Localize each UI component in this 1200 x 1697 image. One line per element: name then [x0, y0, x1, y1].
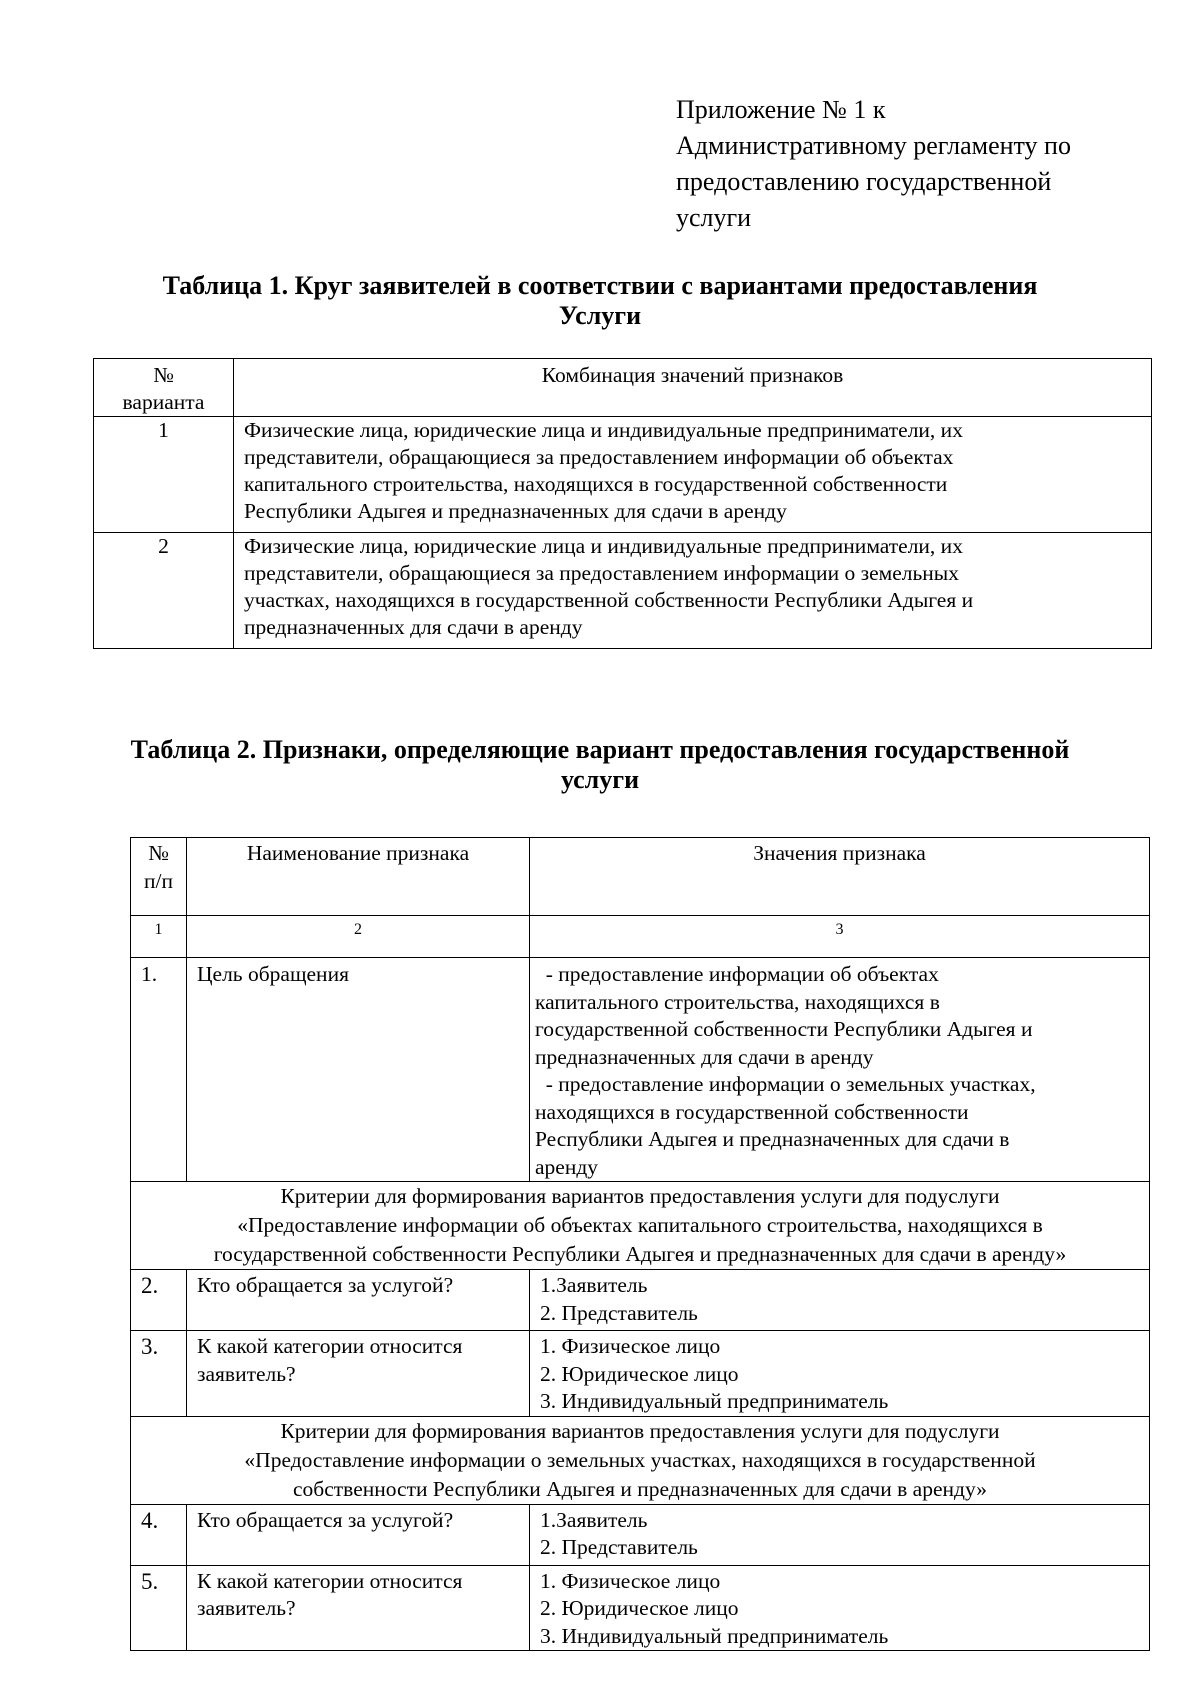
cell-line: государственной собственности Республики Адыгея и: [535, 1017, 1033, 1041]
table-header-row: [94, 359, 1152, 417]
applicants-table: [93, 358, 1152, 649]
option-text: 3. Индивидуальный предприниматель: [540, 1389, 889, 1413]
combination-cell: [234, 533, 1152, 649]
cell-line: капитального строительства, находящихся в государственной собственности: [244, 472, 948, 496]
table1-title-line2: Услуги: [558, 301, 642, 330]
header-text: №: [148, 841, 169, 865]
cell-line: Критерии для формирования вариантов предоставления услуги для подуслуги: [280, 1418, 1000, 1443]
row-number-header: [131, 838, 187, 916]
attribute-values: [530, 1504, 1150, 1565]
cell-line: государственной собственности Республики Адыгея и предназначенных для сдачи в аренду»: [213, 1242, 1067, 1266]
cell-line: предназначенных для сдачи в аренду: [535, 1044, 874, 1069]
cell-line: находящихся в государственной собственности: [535, 1099, 969, 1124]
attribute-values-header: Значения признака: [530, 838, 1150, 916]
cell-line: Республики Адыгея и предназначенных для сдачи в аренду: [244, 499, 787, 523]
table-row: [94, 417, 1152, 533]
table2-title: [0, 735, 1200, 795]
table2-title-line2: услуги: [560, 765, 640, 794]
option-text: 1.Заявитель: [540, 1273, 648, 1297]
row-number: 4.: [131, 1504, 187, 1565]
option-text: 1. Физическое лицо: [540, 1568, 721, 1593]
cell-line: Критерии для формирования вариантов предоставления услуги для подуслуги: [280, 1184, 1000, 1208]
cell-line: представители, обращающиеся за предоставлением информации об объектах: [244, 445, 954, 469]
criteria-heading: [131, 1416, 1150, 1504]
table2-title-line1: Таблица 2. Признаки, определяющие вариант предоставления государственной: [130, 735, 1070, 764]
option-text: 2. Представитель: [540, 1300, 698, 1325]
cell-line: заявитель?: [197, 1361, 296, 1386]
table-row: [131, 1331, 1150, 1417]
table-row: [131, 1504, 1150, 1565]
header-text: п/п: [144, 868, 173, 893]
row-number: 1.: [131, 958, 187, 1182]
variant-number: 2: [94, 533, 234, 649]
cell-line: - предоставление информации об объектах: [535, 962, 939, 986]
cell-line: аренду: [535, 1154, 599, 1179]
appendix-line: услуги: [676, 203, 752, 232]
attribute-name: Кто обращается за услугой?: [187, 1270, 530, 1331]
option-text: 2. Юридическое лицо: [540, 1596, 739, 1620]
row-number: 5.: [131, 1565, 187, 1651]
column-number: 2: [187, 916, 530, 958]
table-row: [131, 1565, 1150, 1651]
attribute-name: [187, 1331, 530, 1417]
column-numbers-row: [131, 916, 1150, 958]
option-text: 2. Представитель: [540, 1535, 698, 1559]
cell-line: - предоставление информации о земельных участках,: [535, 1072, 1036, 1096]
cell-line: Физические лица, юридические лица и индивидуальные предприниматели, их: [244, 534, 963, 558]
attribute-values: [530, 1331, 1150, 1417]
cell-line: капитального строительства, находящихся в: [535, 989, 940, 1014]
cell-line: представители, обращающиеся за предоставлением информации о земельных: [244, 561, 959, 585]
cell-line: заявитель?: [197, 1596, 296, 1620]
cell-line: участках, находящихся в государственной собственности Республики Адыгея и: [244, 588, 974, 612]
appendix-note: [676, 92, 1146, 236]
table1-title: [0, 271, 1200, 331]
criteria-heading: [131, 1182, 1150, 1270]
option-text: 2. Юридическое лицо: [540, 1361, 739, 1386]
attribute-name-header: Наименование признака: [187, 838, 530, 916]
combination-cell: [234, 417, 1152, 533]
row-number: 3.: [131, 1331, 187, 1417]
cell-line: собственности Республики Адыгея и предназначенных для сдачи в аренду»: [293, 1476, 987, 1501]
combination-header: Комбинация значений признаков: [234, 359, 1152, 417]
column-number: 3: [530, 916, 1150, 958]
cell-line: предназначенных для сдачи в аренду: [244, 615, 583, 639]
header-text: варианта: [122, 390, 205, 414]
attribute-values: [530, 1270, 1150, 1331]
criteria-section-row: [131, 1182, 1150, 1270]
attribute-values: [530, 1565, 1150, 1651]
option-text: 1. Физическое лицо: [540, 1334, 721, 1358]
criteria-table: [130, 837, 1150, 1651]
table-row: [131, 958, 1150, 1182]
attribute-values: [530, 958, 1150, 1182]
cell-line: «Предоставление информации о земельных участках, находящихся в государственной: [244, 1447, 1036, 1472]
option-text: 3. Индивидуальный предприниматель: [540, 1623, 889, 1648]
attribute-name: [187, 1565, 530, 1651]
cell-line: К какой категории относится: [197, 1568, 463, 1593]
attribute-name: Цель обращения: [187, 958, 530, 1182]
table-row: [94, 533, 1152, 649]
header-text: №: [153, 363, 174, 387]
cell-line: Республики Адыгея и предназначенных для сдачи в: [535, 1127, 1010, 1151]
table-header-row: [131, 838, 1150, 916]
table1-title-line1: Таблица 1. Круг заявителей в соответствии с вариантами предоставления: [162, 271, 1038, 300]
criteria-section-row: [131, 1416, 1150, 1504]
cell-line: Физические лица, юридические лица и индивидуальные предприниматели, их: [244, 418, 963, 442]
attribute-name: Кто обращается за услугой?: [187, 1504, 530, 1565]
option-text: 1.Заявитель: [540, 1507, 648, 1532]
appendix-line: Административному регламенту по: [676, 131, 1071, 160]
appendix-line: Приложение № 1 к: [676, 95, 886, 124]
table-row: [131, 1270, 1150, 1331]
column-number: 1: [131, 916, 187, 958]
variant-number: 1: [94, 417, 234, 533]
cell-line: К какой категории относится: [197, 1334, 463, 1358]
cell-line: «Предоставление информации об объектах капитального строительства, находящихся в: [237, 1213, 1043, 1237]
variant-number-header: [94, 359, 234, 417]
appendix-line: предоставлению государственной: [676, 167, 1052, 196]
row-number: 2.: [131, 1270, 187, 1331]
